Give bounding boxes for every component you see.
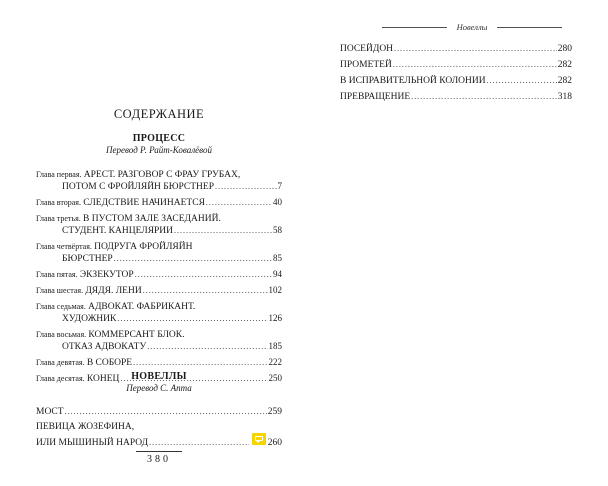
chapter-label: Глава вторая. xyxy=(36,198,81,207)
entry-title: ХУДОЖНИК xyxy=(62,314,117,324)
page-number-text: 380 xyxy=(147,454,171,465)
right-entry-list xyxy=(340,43,572,107)
novels-title: НОВЕЛЛЫ xyxy=(131,371,187,382)
toc-line xyxy=(340,75,572,87)
dot-leader xyxy=(65,406,267,417)
entry-page-number: 260 xyxy=(267,438,282,448)
entry-title: ИЛИ МЫШИНЫЙ НАРОД xyxy=(36,438,149,448)
toc-line xyxy=(36,197,282,209)
toc-line xyxy=(36,169,282,181)
dot-leader xyxy=(114,253,272,264)
toc-entry[interactable] xyxy=(36,406,282,418)
toc-line xyxy=(36,406,282,418)
entry-page-number: 7 xyxy=(277,181,282,191)
entry-page-number: 222 xyxy=(268,357,282,367)
entry-page-number: 58 xyxy=(273,225,282,235)
dot-leader xyxy=(411,91,557,102)
dot-leader xyxy=(149,437,249,448)
entry-title: ПРЕВРАЩЕНИЕ xyxy=(340,92,411,102)
dot-leader xyxy=(174,225,272,236)
toc-entry[interactable] xyxy=(36,213,282,237)
dot-leader xyxy=(133,357,267,368)
entry-title: В ИСПРАВИТЕЛЬНОЙ КОЛОНИИ xyxy=(340,76,486,86)
toc-line xyxy=(36,181,282,193)
running-head-rule-right xyxy=(497,27,562,28)
toc-entry[interactable] xyxy=(36,241,282,265)
toc-line xyxy=(340,91,572,103)
toc-line xyxy=(36,357,282,369)
dot-leader xyxy=(147,341,267,352)
entry-title: АДВОКАТ. ФАБРИКАНТ. xyxy=(88,302,196,312)
entry-title: ПОСЕЙДОН xyxy=(340,44,394,54)
entry-title: СЛЕДСТВИЕ НАЧИНАЕТСЯ xyxy=(83,198,205,208)
dot-leader xyxy=(206,197,272,208)
entry-page-number: 185 xyxy=(268,341,282,351)
toc-line xyxy=(340,43,572,55)
chapter-label: Глава десятая. xyxy=(36,374,85,383)
dot-leader xyxy=(135,269,272,280)
toc-line xyxy=(340,59,572,71)
chapter-label: Глава восьмая. xyxy=(36,330,87,339)
entry-page-number: 102 xyxy=(268,285,282,295)
page-number xyxy=(132,451,186,465)
chapter-label: Глава пятая. xyxy=(36,270,78,279)
toc-line xyxy=(36,329,282,341)
toc-entry[interactable] xyxy=(36,169,282,193)
toc-entry[interactable] xyxy=(340,91,572,103)
entry-page-number: 280 xyxy=(557,44,572,54)
process-title: ПРОЦЕСС xyxy=(132,133,186,144)
dot-leader xyxy=(143,285,268,296)
entry-title: АРЕСТ. РАЗГОВОР С ФРАУ ГРУБАХ, xyxy=(83,170,241,180)
toc-line xyxy=(36,422,282,433)
process-section xyxy=(36,133,282,389)
entry-title: ПОТОМ С ФРОЙЛЯЙН БЮРСТНЕР xyxy=(62,182,214,192)
entry-title: КОММЕРСАНТ БЛОК. xyxy=(88,330,185,340)
entry-title: В ПУСТОМ ЗАЛЕ ЗАСЕДАНИЙ. xyxy=(83,214,221,224)
chapter-label: Глава четвёртая. xyxy=(36,242,92,251)
toc-entry[interactable] xyxy=(36,357,282,369)
toc-entry[interactable] xyxy=(36,329,282,353)
entry-title: ДЯДЯ. ЛЕНИ xyxy=(85,286,142,296)
toc-line xyxy=(36,225,282,237)
chapter-label: Глава первая. xyxy=(36,170,82,179)
running-head xyxy=(382,22,562,32)
entry-title: СТУДЕНТ. КАНЦЕЛЯРИИ xyxy=(62,226,174,236)
toc-line xyxy=(36,313,282,325)
entry-page-number: 126 xyxy=(268,313,282,323)
toc-line xyxy=(36,241,282,253)
toc-entry[interactable] xyxy=(36,285,282,297)
chapter-label: Глава шестая. xyxy=(36,286,84,295)
toc-entry[interactable] xyxy=(36,269,282,281)
running-head-rule-left xyxy=(382,27,447,28)
chapter-label: Глава седьмая. xyxy=(36,302,86,311)
dot-leader xyxy=(215,181,277,192)
process-chapter-list xyxy=(36,169,282,385)
dot-leader xyxy=(394,43,557,54)
entry-title: ОТКАЗ АДВОКАТУ xyxy=(62,342,147,352)
toc-entry[interactable] xyxy=(36,197,282,209)
toc-line xyxy=(36,341,282,353)
toc-entry[interactable] xyxy=(340,75,572,87)
toc-line xyxy=(36,301,282,313)
entry-title: ПОДРУГА ФРОЙЛЯЙН xyxy=(94,242,193,252)
toc-entry[interactable] xyxy=(36,422,282,449)
entry-page-number: 259 xyxy=(267,407,282,417)
entry-title: БЮРСТНЕР xyxy=(62,254,113,264)
entry-page-number: 40 xyxy=(273,197,282,207)
folio-rule xyxy=(136,451,182,452)
chapter-label: Глава девятая. xyxy=(36,358,85,367)
entry-title: ЭКЗЕКУТОР xyxy=(79,270,134,280)
toc-entry[interactable] xyxy=(340,59,572,71)
contents-title: СОДЕРЖАНИЕ xyxy=(113,107,205,121)
toc-entry[interactable] xyxy=(36,301,282,325)
entry-title: ПРОМЕТЕЙ xyxy=(340,60,392,70)
right-page xyxy=(304,0,608,486)
toc-line xyxy=(36,433,282,449)
dot-leader xyxy=(487,75,557,86)
dot-leader xyxy=(393,59,557,70)
comment-icon[interactable] xyxy=(252,433,266,445)
entry-title: МОСТ xyxy=(36,407,64,417)
entry-title: КОНЕЦ xyxy=(86,374,120,384)
toc-entry[interactable] xyxy=(340,43,572,55)
entry-page-number: 94 xyxy=(273,269,282,279)
entry-page-number: 318 xyxy=(557,92,572,102)
entry-page-number: 85 xyxy=(273,253,282,263)
novels-translator: Перевод С. Апта xyxy=(126,383,192,393)
entry-title: ПЕВИЦА ЖОЗЕФИНА, xyxy=(36,422,135,432)
entry-page-number: 250 xyxy=(268,373,282,383)
chapter-label: Глава третья. xyxy=(36,214,81,223)
running-head-text: Новеллы xyxy=(456,22,488,32)
toc-line xyxy=(36,285,282,297)
novels-section xyxy=(36,371,282,453)
novels-entry-list xyxy=(36,406,282,449)
toc-line xyxy=(36,253,282,265)
toc-line xyxy=(36,269,282,281)
dot-leader xyxy=(117,313,267,324)
entry-page-number: 282 xyxy=(557,60,572,70)
entry-page-number: 282 xyxy=(557,76,572,86)
entry-title: В СОБОРЕ xyxy=(86,358,133,368)
toc-line xyxy=(36,213,282,225)
process-translator: Перевод Р. Райт-Ковалёвой xyxy=(106,145,212,155)
